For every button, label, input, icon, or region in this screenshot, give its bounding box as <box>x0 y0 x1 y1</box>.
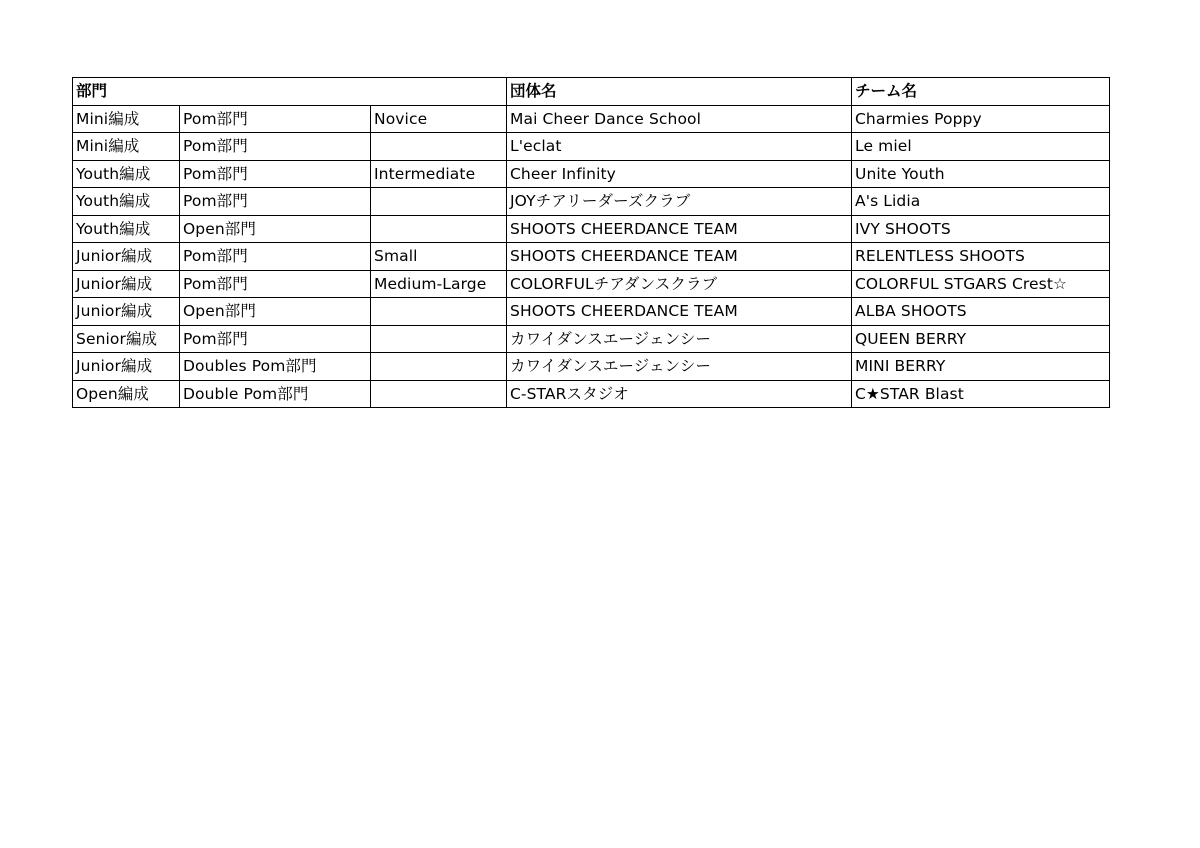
cell-team: MINI BERRY <box>852 353 1110 381</box>
cell-level <box>371 298 507 326</box>
cell-level <box>371 353 507 381</box>
cell-category: Pom部門 <box>180 270 371 298</box>
cell-team: RELENTLESS SHOOTS <box>852 243 1110 271</box>
cell-category: Pom部門 <box>180 243 371 271</box>
cell-organization: SHOOTS CHEERDANCE TEAM <box>507 243 852 271</box>
cell-organization: カワイダンスエージェンシー <box>507 353 852 381</box>
cell-organization: COLORFULチアダンスクラブ <box>507 270 852 298</box>
cell-team: COLORFUL STGARS Crest☆ <box>852 270 1110 298</box>
cell-category: Double Pom部門 <box>180 380 371 408</box>
cell-formation: Youth編成 <box>73 188 180 216</box>
cell-level <box>371 215 507 243</box>
entry-sheet <box>72 77 1109 408</box>
table-row <box>73 188 1110 216</box>
cell-level: Novice <box>371 105 507 133</box>
entries-table <box>72 77 1110 408</box>
table-row <box>73 325 1110 353</box>
cell-team: Unite Youth <box>852 160 1110 188</box>
cell-team: ALBA SHOOTS <box>852 298 1110 326</box>
cell-formation: Junior編成 <box>73 298 180 326</box>
table-row <box>73 105 1110 133</box>
table-row <box>73 243 1110 271</box>
cell-formation: Youth編成 <box>73 215 180 243</box>
cell-formation: Youth編成 <box>73 160 180 188</box>
cell-level <box>371 380 507 408</box>
cell-level <box>371 188 507 216</box>
cell-team: IVY SHOOTS <box>852 215 1110 243</box>
table-row <box>73 160 1110 188</box>
cell-organization: JOYチアリーダーズクラブ <box>507 188 852 216</box>
cell-level <box>371 325 507 353</box>
cell-team: C★STAR Blast <box>852 380 1110 408</box>
table-row <box>73 270 1110 298</box>
header-row <box>73 78 1110 106</box>
cell-team: A's Lidia <box>852 188 1110 216</box>
cell-category: Pom部門 <box>180 325 371 353</box>
table-row <box>73 353 1110 381</box>
cell-formation: Junior編成 <box>73 270 180 298</box>
cell-level <box>371 133 507 161</box>
cell-formation: Senior編成 <box>73 325 180 353</box>
cell-level: Medium-Large <box>371 270 507 298</box>
cell-organization: カワイダンスエージェンシー <box>507 325 852 353</box>
cell-category: Pom部門 <box>180 188 371 216</box>
header-division: 部門 <box>73 78 507 106</box>
cell-formation: Junior編成 <box>73 353 180 381</box>
cell-formation: Junior編成 <box>73 243 180 271</box>
cell-category: Open部門 <box>180 298 371 326</box>
table-row <box>73 133 1110 161</box>
cell-organization: Cheer Infinity <box>507 160 852 188</box>
cell-organization: C-STARスタジオ <box>507 380 852 408</box>
cell-team: Le miel <box>852 133 1110 161</box>
cell-level: Small <box>371 243 507 271</box>
table-row <box>73 298 1110 326</box>
cell-organization: Mai Cheer Dance School <box>507 105 852 133</box>
cell-formation: Open編成 <box>73 380 180 408</box>
table-row <box>73 380 1110 408</box>
cell-category: Pom部門 <box>180 105 371 133</box>
cell-organization: L'eclat <box>507 133 852 161</box>
cell-category: Pom部門 <box>180 133 371 161</box>
cell-formation: Mini編成 <box>73 133 180 161</box>
header-team: チーム名 <box>852 78 1110 106</box>
cell-level: Intermediate <box>371 160 507 188</box>
cell-organization: SHOOTS CHEERDANCE TEAM <box>507 298 852 326</box>
cell-category: Doubles Pom部門 <box>180 353 371 381</box>
cell-team: Charmies Poppy <box>852 105 1110 133</box>
cell-formation: Mini編成 <box>73 105 180 133</box>
cell-organization: SHOOTS CHEERDANCE TEAM <box>507 215 852 243</box>
cell-team: QUEEN BERRY <box>852 325 1110 353</box>
header-organization: 団体名 <box>507 78 852 106</box>
cell-category: Pom部門 <box>180 160 371 188</box>
table-row <box>73 215 1110 243</box>
cell-category: Open部門 <box>180 215 371 243</box>
